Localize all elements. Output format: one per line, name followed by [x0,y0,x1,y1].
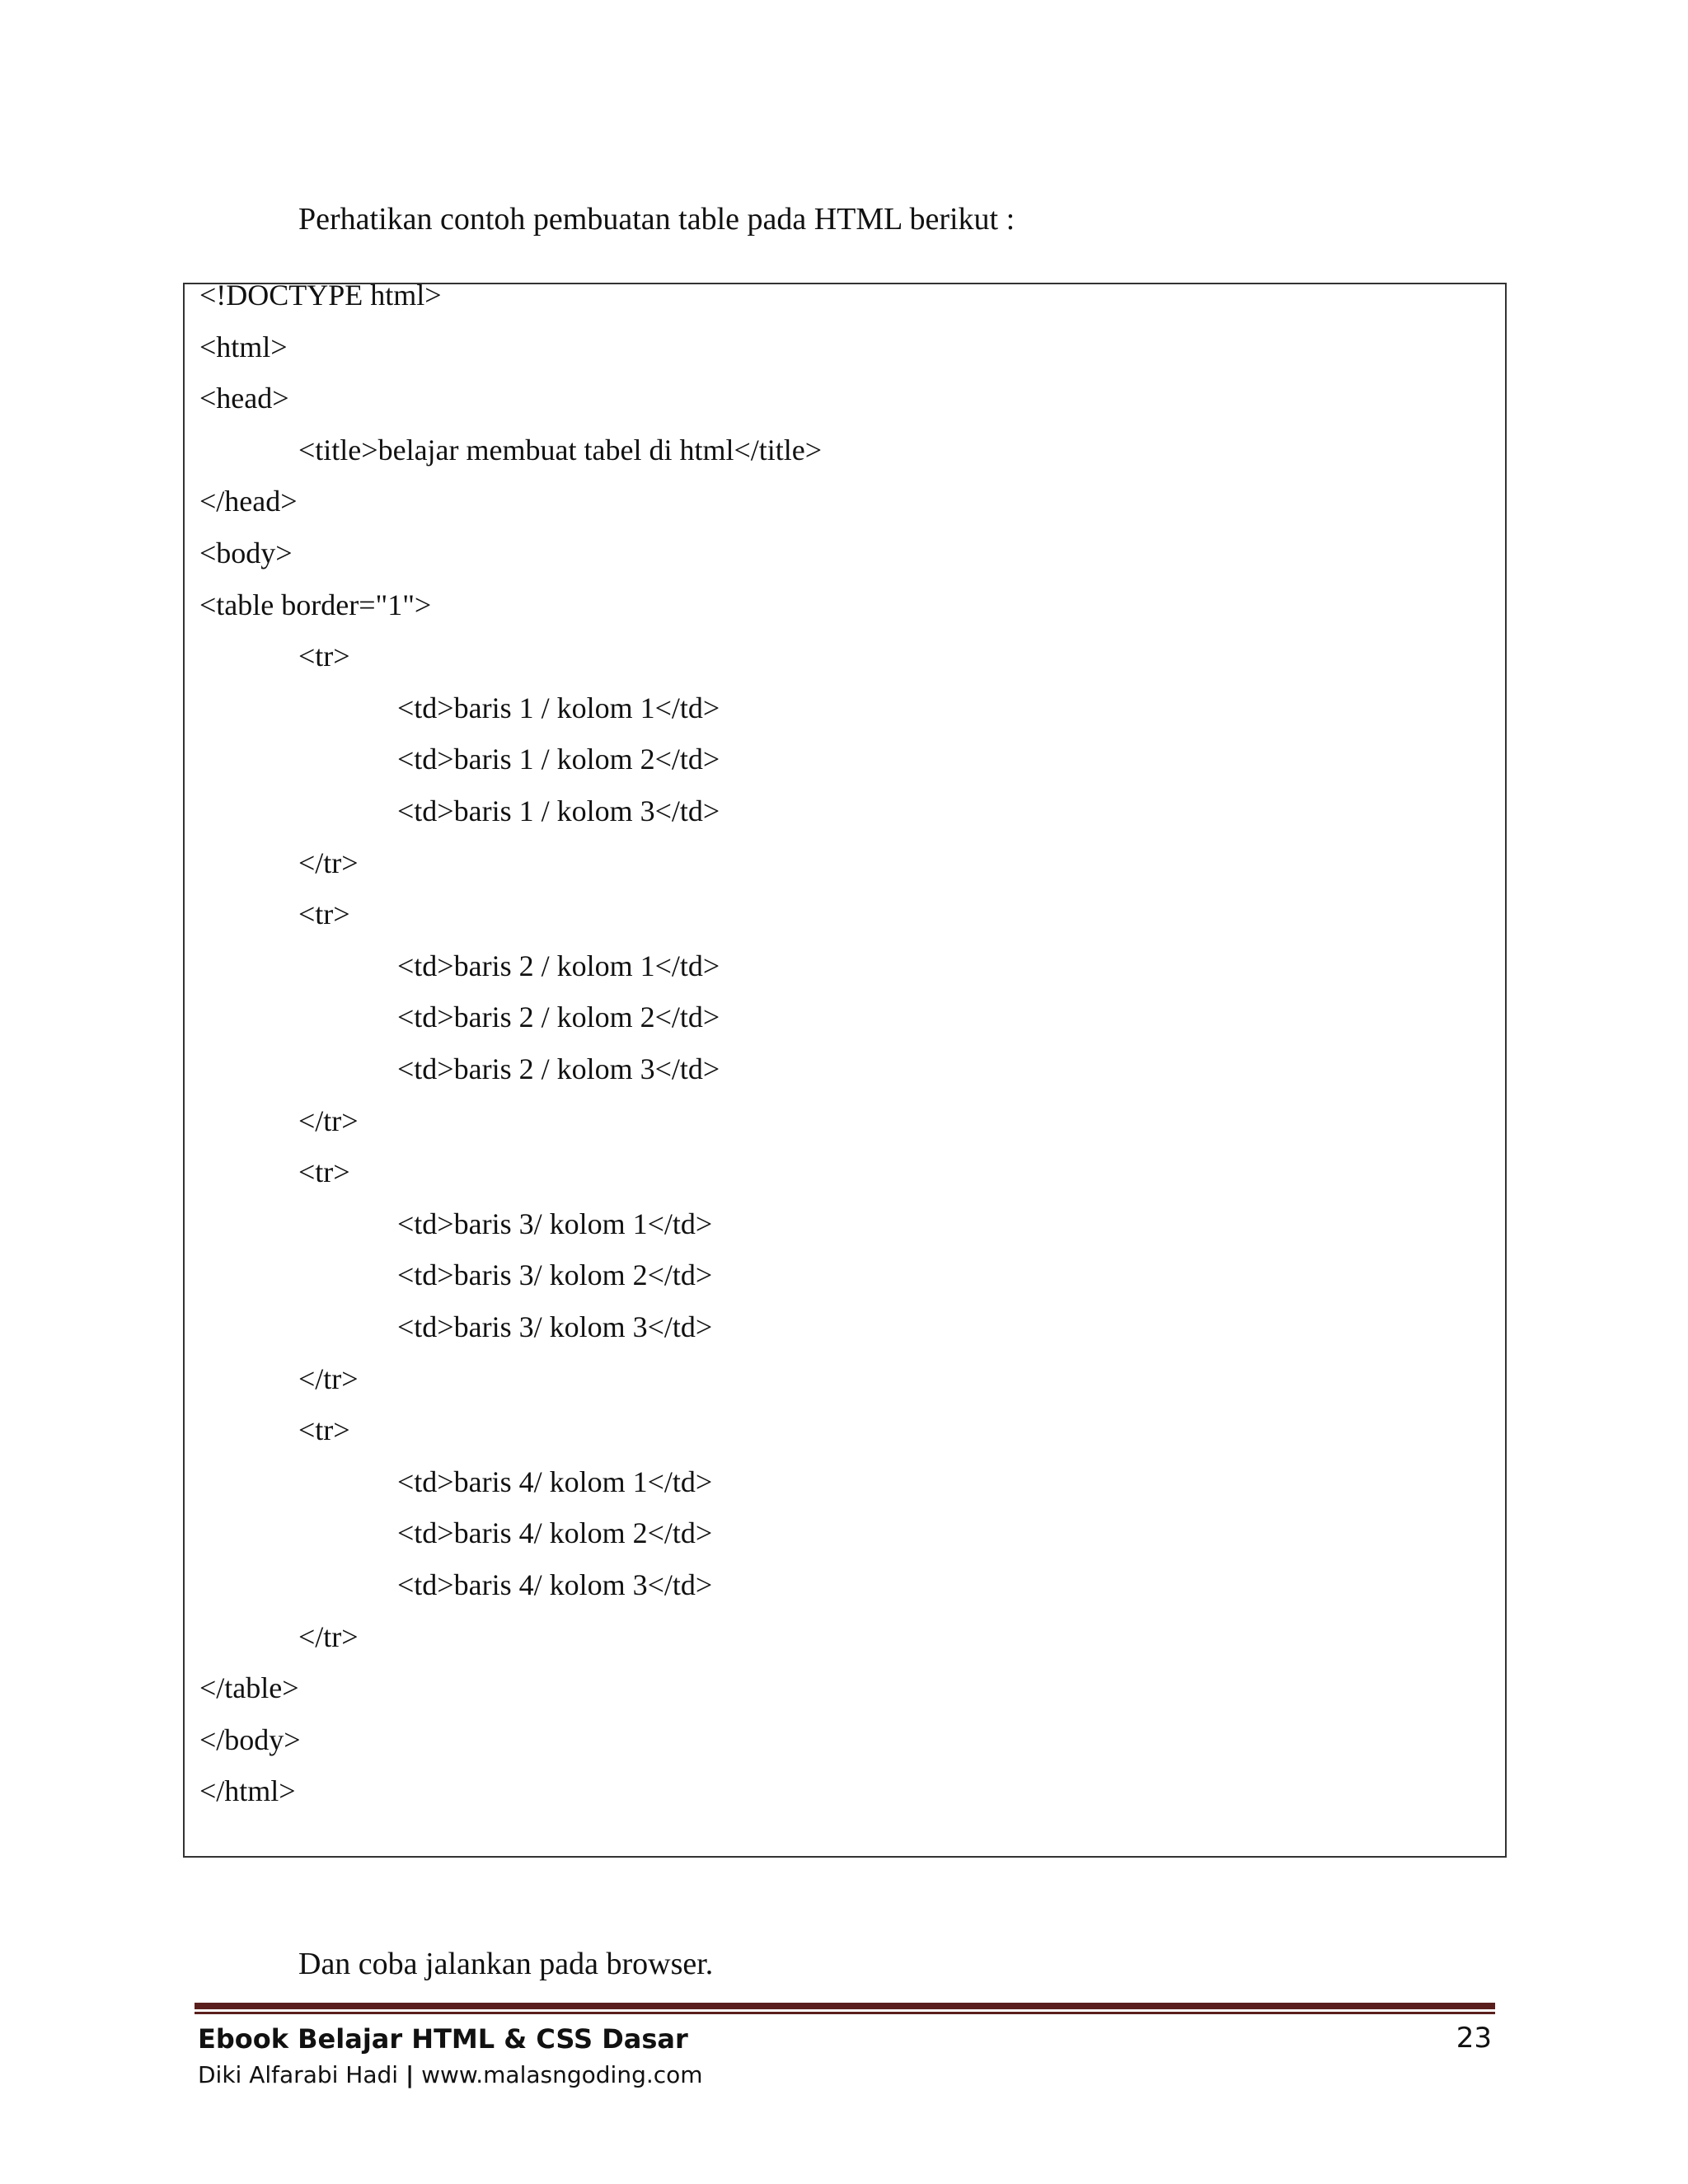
footer-book-title: Ebook Belajar HTML & CSS Dasar [198,2023,688,2055]
code-line: <body> [199,537,293,569]
code-line: <title>belajar membuat tabel di html</title> [298,433,823,466]
code-line: <tr> [298,1155,350,1189]
code-line: <tr> [298,640,350,673]
code-line: <td>baris 2 / kolom 3</td> [397,1052,720,1085]
code-line: </tr> [298,1104,359,1137]
code-line: <td>baris 3/ kolom 2</td> [397,1258,713,1292]
footer-author-name: Diki Alfarabi Hadi [198,2061,399,2088]
footer-rule-thick [195,2003,1495,2009]
footer-author-line [198,2060,703,2091]
code-line: </body> [199,1722,301,1756]
code-line: <td>baris 4/ kolom 3</td> [397,1568,713,1601]
code-line: </table> [199,1671,299,1705]
code-line: <td>baris 3/ kolom 3</td> [397,1310,713,1343]
code-line: </tr> [298,846,359,879]
code-line: <html> [199,330,288,363]
code-line: <head> [199,382,289,415]
code-line: </html> [199,1774,296,1808]
code-line: <td>baris 4/ kolom 2</td> [397,1516,713,1550]
code-line: <!DOCTYPE html> [199,279,442,312]
code-line: <td>baris 3/ kolom 1</td> [397,1207,713,1240]
code-line: </tr> [298,1361,359,1395]
code-line: <td>baris 4/ kolom 1</td> [397,1465,713,1498]
code-line: </head> [199,485,298,518]
outro-paragraph: Dan coba jalankan pada browser. [298,1947,714,1981]
footer-website: www.malasngoding.com [421,2061,703,2088]
page-number: 23 [1456,2022,1492,2055]
footer-rule-thin [195,2012,1495,2014]
code-line: <tr> [298,1413,350,1447]
code-line: <td>baris 1 / kolom 3</td> [397,794,720,827]
code-line: <table border="1"> [199,588,432,621]
code-line: <td>baris 2 / kolom 1</td> [397,949,720,982]
code-line: <td>baris 1 / kolom 1</td> [397,691,720,724]
code-line: <tr> [298,898,350,931]
footer-separator: | [405,2061,415,2088]
code-line: <td>baris 1 / kolom 2</td> [397,743,720,776]
code-line: </tr> [298,1619,359,1653]
code-example-box [183,279,1507,1858]
code-line: <td>baris 2 / kolom 2</td> [397,1001,720,1034]
intro-paragraph: Perhatikan contoh pembuatan table pada HTML berikut : [298,202,1015,237]
